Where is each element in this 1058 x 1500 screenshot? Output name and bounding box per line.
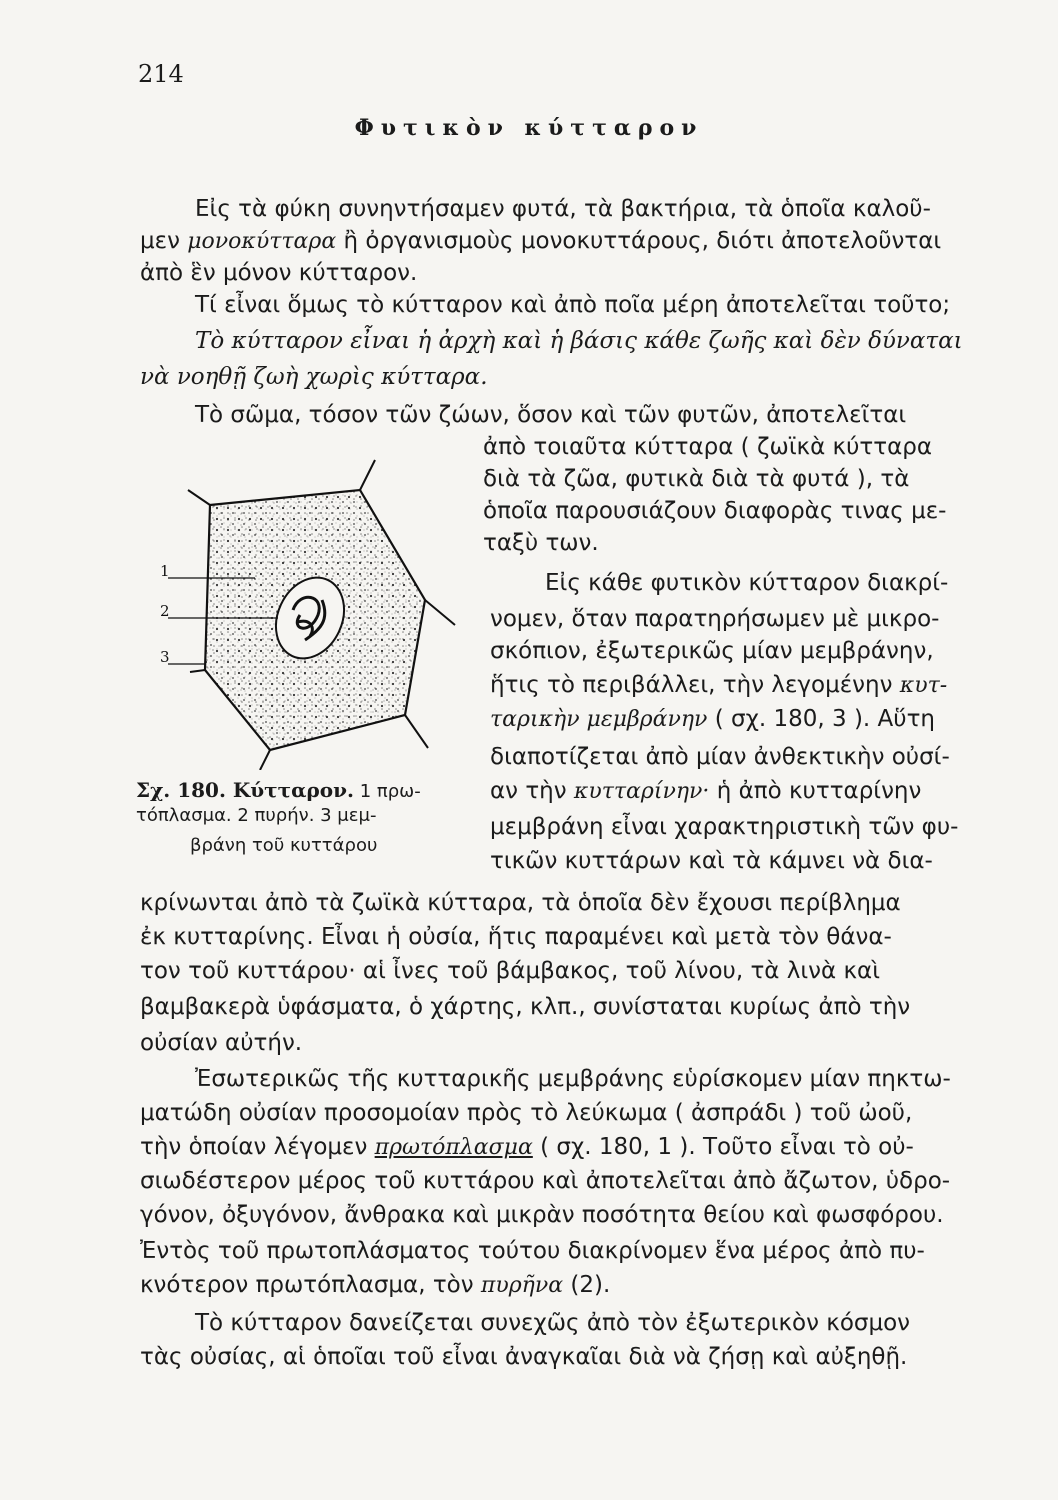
text-line: νομεν, ὅταν παρατηρήσωμεν μὲ μικρο-: [490, 606, 940, 632]
page-number: 214: [138, 60, 184, 88]
text-line: Τὸ σῶμα, τόσον τῶν ζώων, ὅσον καὶ τῶν φυτῶν, ἀποτελεῖται: [195, 402, 907, 428]
text-line: ταρικὴν μεμβράνην ( σχ. 180, 3 ). Αὕτη: [490, 706, 936, 732]
text-line: ἀπὸ τοιαῦτα κύτταρα ( ζωϊκὰ κύτταρα: [483, 434, 933, 460]
text-line: τον τοῦ κυττάρου· αἱ ἶνες τοῦ βάμβακος, τοῦ λίνου, τὰ λινὰ καὶ: [140, 958, 880, 984]
text-line: Τὸ κύτταρον δανείζεται συνεχῶς ἀπὸ τὸν ἐξωτερικὸν κόσμον: [195, 1310, 911, 1336]
text-line: διὰ τὰ ζῶα, φυτικὰ διὰ τὰ φυτά ), τὰ: [483, 466, 910, 492]
text-line: οὐσίαν αὐτήν.: [140, 1030, 303, 1056]
italic-term: ταρικὴν μεμβράνην: [490, 707, 708, 732]
text-line: Ἐσωτερικῶς τῆς κυτταρικῆς μεμβράνης εὑρίσκομεν μίαν πηκτω-: [195, 1066, 951, 1092]
text-line: Εἰς κάθε φυτικὸν κύτταρον διακρί-: [545, 570, 949, 596]
text-line: μεμβράνη εἶναι χαρακτηριστικὴ τῶν φυ-: [490, 814, 959, 840]
figure-label-1: 1: [160, 562, 170, 580]
text-line: μεν μονοκύτταρα ἢ ὀργανισμοὺς μονοκυττάρους, διότι ἀποτελοῦνται: [140, 228, 942, 254]
figure-label-2: 2: [160, 602, 170, 620]
text-line: βαμβακερὰ ὑφάσματα, ὁ χάρτης, κλπ., συνίσταται κυρίως ἀπὸ τὴν: [140, 994, 911, 1020]
figure-caption: τόπλασμα. 2 πυρήν. 3 μεμ-: [136, 805, 377, 826]
quote-line: Τὸ κύτταρον εἶναι ἡ ἀρχὴ καὶ ἡ βάσις κάθε ζωῆς καὶ δὲν δύναται: [195, 328, 963, 354]
figure-caption: Σχ. 180. Κύτταρον. 1 πρω-: [136, 778, 421, 802]
text-line: ἥτις τὸ περιβάλλει, τὴν λεγομένην κυτ-: [490, 672, 948, 698]
italic-term: πρωτόπλασμα: [374, 1135, 533, 1160]
text-line: κνότερον πρωτόπλασμα, τὸν πυρῆνα (2).: [140, 1272, 611, 1298]
text-line: ματώδη οὐσίαν προσομοίαν πρὸς τὸ λεύκωμα ( ἀσπράδι ) τοῦ ὠοῦ,: [140, 1100, 913, 1126]
cell-figure: [160, 450, 460, 770]
italic-term: κυτταρίνην·: [573, 779, 710, 804]
italic-term: μονοκύτταρα: [187, 229, 337, 254]
text-line: ἐκ κυτταρίνης. Εἶναι ἡ οὐσία, ἥτις παραμένει καὶ μετὰ τὸν θάνα-: [140, 924, 892, 950]
quote-line: νὰ νοηθῇ ζωὴ χωρὶς κύτταρα.: [140, 364, 488, 390]
text-line: τὴν ὁποίαν λέγομεν πρωτόπλασμα ( σχ. 180, 1 ). Τοῦτο εἶναι τὸ οὐ-: [140, 1134, 914, 1160]
text-line: σκόπιον, ἐξωτερικῶς μίαν μεμβράνην,: [490, 638, 934, 664]
text-line: σιωδέστερον μέρος τοῦ κυττάρου καὶ ἀποτελεῖται ἀπὸ ἄζωτον, ὑδρο-: [140, 1168, 951, 1194]
text-line: γόνον, ὀξυγόνον, ἄνθρακα καὶ μικρὰν ποσότητα θείου καὶ φωσφόρου.: [140, 1202, 944, 1228]
text-line: ὁποῖα παρουσιάζουν διαφορὰς τινας με-: [483, 498, 947, 524]
text-line: Τί εἶναι ὅμως τὸ κύτταρον καὶ ἀπὸ ποῖα μέρη ἀποτελεῖται τοῦτο;: [195, 292, 951, 318]
text-line: κρίνωνται ἀπὸ τὰ ζωϊκὰ κύτταρα, τὰ ὁποῖα δὲν ἔχουσι περίβλημα: [140, 890, 901, 916]
figure-caption: βράνη τοῦ κυττάρου: [190, 835, 378, 856]
text-line: αν τὴν κυτταρίνην· ἡ ἀπὸ κυτταρίνην: [490, 778, 922, 804]
italic-term: πυρῆνα: [480, 1273, 564, 1298]
figure-label-3: 3: [160, 648, 170, 666]
text-line: διαποτίζεται ἀπὸ μίαν ἀνθεκτικὴν οὐσί-: [490, 744, 950, 770]
text-line: τικῶν κυττάρων καὶ τὰ κάμνει νὰ δια-: [490, 848, 933, 874]
italic-term: κυτ-: [899, 673, 948, 698]
text-line: ἀπὸ ἓν μόνον κύτταρον.: [140, 260, 418, 286]
text-line: τὰς οὐσίας, αἱ ὁποῖαι τοῦ εἶναι ἀναγκαῖαι διὰ νὰ ζήσῃ καὶ αὐξηθῇ.: [140, 1344, 908, 1370]
text-line: Ἐντὸς τοῦ πρωτοπλάσματος τούτου διακρίνομεν ἕνα μέρος ἀπὸ πυ-: [140, 1238, 925, 1264]
text-line: ταξὺ των.: [483, 530, 599, 556]
text-line: Εἰς τὰ φύκη συνηντήσαμεν φυτά, τὰ βακτήρια, τὰ ὁποῖα καλοῦ-: [195, 196, 931, 222]
section-title: Φυτικὸν κύτταρον: [354, 115, 704, 141]
